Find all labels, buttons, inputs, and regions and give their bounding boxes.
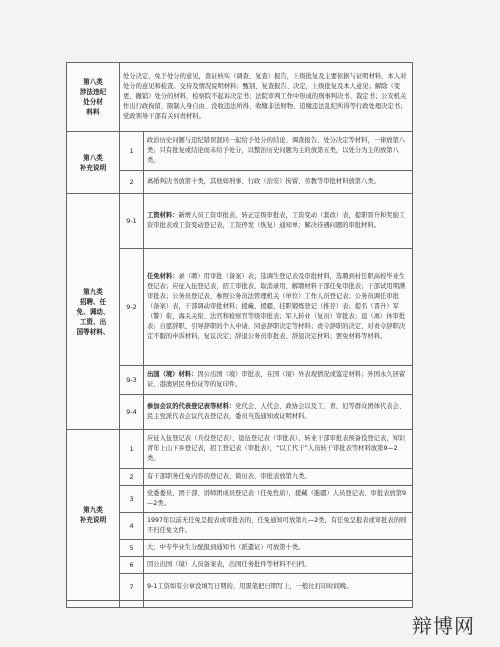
archive-classification-table	[66, 62, 413, 608]
section9-supplement-text: 9-1工资如有公章没填写日期的，用黑笔把日期写上，一般比打印时间晚。	[144, 574, 413, 601]
section9-supplement-text: 因公出国（境）人员备案表，出国任务批件等材料不归档。	[144, 557, 413, 574]
section9-supplement-text: 大、中专毕业生分配报到通知书（派遣证）可放第十类。	[144, 540, 413, 557]
section8-supplement-title: 第八类 补充说明	[67, 132, 120, 194]
section9-supplement-num: 4	[120, 513, 144, 540]
section9-num: 9-4	[120, 395, 144, 430]
section9-supplement-text: 应征入伍登记表（兵役登记表）、退伍登记表（审批表），转业干部审批表预备役登记表，知识青年上山下乡登记表，招工登记表（审批表），“以工代干”人员转干审批表等材料放第9—2类。	[144, 430, 413, 469]
section9-supplement-num: 2	[120, 469, 144, 486]
section8-supplement-num: 1	[120, 132, 144, 171]
section9-supplement-row-1	[67, 430, 413, 469]
section9-row-1	[67, 194, 413, 249]
section9-num: 9-1	[120, 194, 144, 249]
section9-label: 工资材料：	[147, 212, 179, 219]
section9-supplement-num: 1	[120, 430, 144, 469]
section8-text: 处分决定、免于处分的意见，查证核实（调查、复查）报告，上级批复及主要依据与证明材料，本人对处分的意见和检查。交待及情况说明材料；甄别、复查报告、决定，上级批复及本人意见；解除（变更、撤销）处分的材料，检察院不起诉决定书；法院审判工作中形成的刑事判决书、裁定书；公安机关作出行政拘留、限制人身自由、没收违法所得、收缴非法财物、追缴违法乱纪所得等行政处理决定书；党政领导干部有关问责材料。	[120, 63, 413, 132]
empty-cell	[120, 601, 144, 608]
empty-cell	[67, 601, 120, 608]
section9-num: 9-3	[120, 366, 144, 395]
section9-supplement-text: 1997年以前无任免呈报表或审批表的，任免通知可放第九—2类，有任免呈报表或审批表的则不归任免文件。	[144, 513, 413, 540]
section9-text	[144, 249, 413, 366]
section9-text	[144, 366, 413, 395]
section9-supplement-num: 6	[120, 557, 144, 574]
section8-supplement-text: 政治历史问题与违纪错误混同一起给予处分的结论、调查报告、处分决定等材料，一律放第八类；只有批复或结论而未给予处分，以整治历史问题为主的放第五类，以处分为主的放第八类。	[144, 132, 413, 171]
catalog-sheet	[66, 62, 412, 608]
section9-label: 出国（境）材料：	[147, 371, 198, 378]
section9-text	[144, 194, 413, 249]
section9-supplement-title: 第九类 补充说明	[67, 430, 120, 601]
site-watermark: 辩博网	[412, 614, 475, 638]
section9-body: 党代会、人代会、政协会以及工、青、妇等群众团体代表会、民主党派代表会议代表登记表，委员当选通知或证明材料。	[147, 403, 406, 420]
section9-supplement-text: 有干部职务任免内容的登记表、简历表、审批表放第九类。	[144, 469, 413, 486]
section9-supplement-num: 5	[120, 540, 144, 557]
empty-row	[67, 601, 413, 608]
section8-supplement-num: 2	[120, 171, 144, 194]
section9-supplement-num: 7	[120, 574, 144, 601]
section9-label: 任免材料：	[147, 273, 179, 280]
section9-body: 新增人员工资审批表，转正定级审批表，工资变动（套改）表，提职晋升和奖励工资审批表或工资变动登记表，工资停发（恢复）通知单；解决待遇问题的审批材料。	[147, 212, 406, 229]
section9-num: 9-2	[120, 249, 144, 366]
section8-supplement-row-1	[67, 132, 413, 171]
section9-label: 参加会议的代表登记表等材料：	[147, 403, 236, 410]
section9-title: 第九类 招聘、任 免、调动、 工资、出 国等材料、	[67, 194, 120, 430]
empty-cell	[144, 601, 413, 608]
section9-supplement-text: 党委委员、团干部、讲师团成员登记表（任免性质），援藏（進疆）人员登记表、审批表放第9—2类。	[144, 486, 413, 513]
section9-supplement-num: 3	[120, 486, 144, 513]
section9-body: 因公出国（境）审批表，在国（境）外表现情况或鉴定材料；外国永久居留证、港澳居民身份证等的复印件。	[147, 371, 406, 388]
section9-body: 录（聘）用审批（备案）表；选调生登记表及审批材料，选聘到村任职高校毕业生登记表；应征入伍登记表，招工审批表，取消录用、解聘材料干部任免审批表；干部试用期满审批表；公务员登记表，参照公务员法管理机关（单位）工作人员登记表；公务员调任审批（备案）表，干部调动审批材料；援藏、援疆、挂职锻炼登记（推荐）表；提名（晋升）军（警）衔，海关关衔、法官和检察官等级审批表；军人转业（复员）审批表；退（离）休审批表；自愿辞职、引导辞职的个人申请、同意辞职决定等材料；责令辞职的决定，对责令辞职决定不服的申诉材料，复议决定；辞退公务员审批表、辞退决定材料；罢免材料等材料。	[147, 273, 406, 340]
section8-supplement-text: 离婚判决书放第十类，其他如刑事、行政（治安）拘留、劳教等审批材料放第八类。	[144, 171, 413, 194]
section8-title: 第八类 涉法违纪 处分材 料料	[67, 63, 120, 132]
section9-text	[144, 395, 413, 430]
section8-row	[67, 63, 413, 132]
